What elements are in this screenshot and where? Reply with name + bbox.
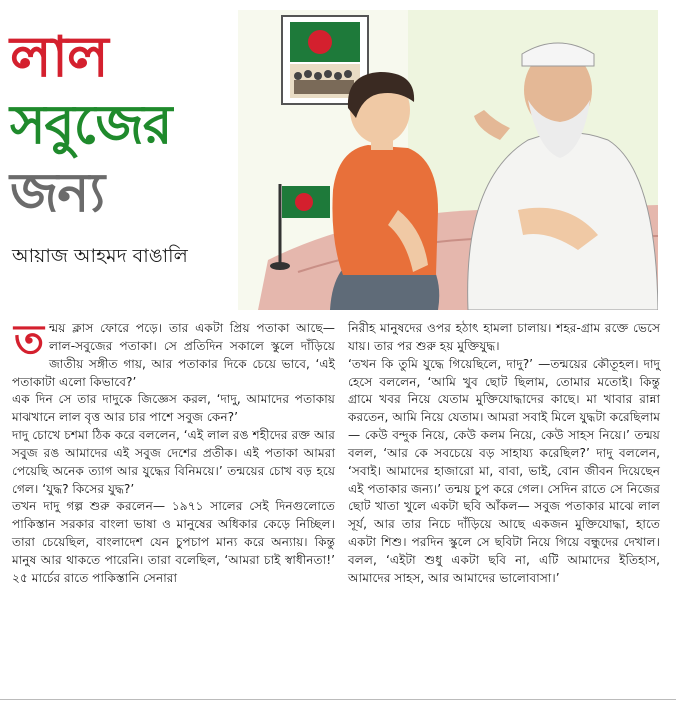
paragraph: ‘তখন কি তুমি যুদ্ধে গিয়েছিলে, দাদু?’ —তন্ময়ের কৌতূহল। দাদু হেসে বললেন, ‘আমি খুব ছোট ছিলাম, তোমার মতোই। কিন্তু গ্রামে খবর নিয়ে যেতাম মুক্তিযোদ্ধাদের কাছে। মা খাবার রান্না করতেন, আমি নিয়ে যেতাম। আমরা সবাই মিলে যুদ্ধটা করেছিলাম— কেউ বন্দুক নিয়ে, কেউ কলম নিয়ে, কেউ সাহস নিয়ে।’ তন্ময় বলল, ‘আর কে সবচেয়ে বড় সাহায্য করেছিল?’ দাদু বললেন, ‘সবাই। আমাদের হাজারো মা, বাবা, ভাই, বোন জীবন দিয়েছেন এই পতাকার জন্য।’ তন্ময় চুপ করে গেল। সেদিন রাতে সে নিজের ছোট খাতা খুলে একটা ছবি আঁকল— সবুজ পতাকার মাঝে লাল সূর্য, আর তার নিচে দাঁড়িয়ে আছে একজন মুক্তিযোদ্ধা, হাতে একটা শিশু। পরদিন স্কুলে সে ছবিটা নিয়ে গিয়ে বন্ধুদের দেখাল। বলল, ‘এইটা শুধু একটা ছবি না, এটি আমাদের ইতিহাস, আমাদের সাহস, আর আমাদের ভালোবাসা।’ — [348, 356, 660, 585]
drop-cap: ত — [14, 317, 45, 363]
paragraph: নিরীহ মানুষদের ওপর হঠাৎ হামলা চালায়। শহর-গ্রাম রক্তে ভেসে যায়। তার পর শুরু হয় মুক্তিযুদ্ধ। — [348, 321, 660, 353]
title-line-green: সবুজের — [10, 93, 172, 156]
boy-and-grandfather-with-flag-illustration — [238, 10, 658, 310]
page-bottom-border — [0, 699, 676, 714]
article-column-2 — [348, 320, 660, 588]
paragraph: দাদু চোখে চশমা ঠিক করে বললেন, ‘এই লাল রঙ শহীদের রক্ত আর সবুজ রঙ আমাদের এই সবুজ দেশের প্রতীক। এই পতাকা আমরা পেয়েছি অনেক ত্যাগ আর যুদ্ধের বিনিময়ে।’ তন্ময়ের চোখ বড় হয়ে গেল। ‘যুদ্ধ? কিসের যুদ্ধ?’ — [12, 428, 335, 496]
author-byline: আয়াজ আহমদ বাঙালি — [12, 245, 188, 267]
paragraph: ন্ময় ক্লাস ফোরে পড়ে। তার একটা প্রিয় পতাকা আছে— লাল-সবুজের পতাকা। সে প্রতিদিন সকালে স্কুলে দাঁড়িয়ে জাতীয় সঙ্গীত গায়, আর পতাকার দিকে চেয়ে ভাবে, ‘এই পতাকাটা এলো কিভাবে?’ — [12, 321, 335, 389]
title-line-red: লাল — [10, 25, 108, 90]
article-column-1 — [12, 317, 335, 588]
title-line-gray: জন্য — [10, 161, 105, 224]
paragraph: এক দিন সে তার দাদুকে জিজ্ঞেস করল, ‘দাদু, আমাদের পতাকায় মাঝখানে লাল বৃত্ত আর চার পাশে সবুজ কেন?’ — [12, 392, 335, 425]
paragraph: তখন দাদু গল্প শুরু করলেন— ১৯৭১ সালের সেই দিনগুলোতে পাকিস্তান সরকার বাংলা ভাষা ও মানুষের অধিকার কেড়ে নিচ্ছিল। তারা চেয়েছিল, বাংলাদেশ যেন চুপচাপ মান্য করে অন্যায়। কিন্তু মানুষ আর থাকতে পারেনি। তারা বলেছিল, ‘আমরা চাই স্বাধীনতা!’ ২৫ মার্চের রাতে পাকিস্তানি সেনারা — [12, 499, 335, 585]
